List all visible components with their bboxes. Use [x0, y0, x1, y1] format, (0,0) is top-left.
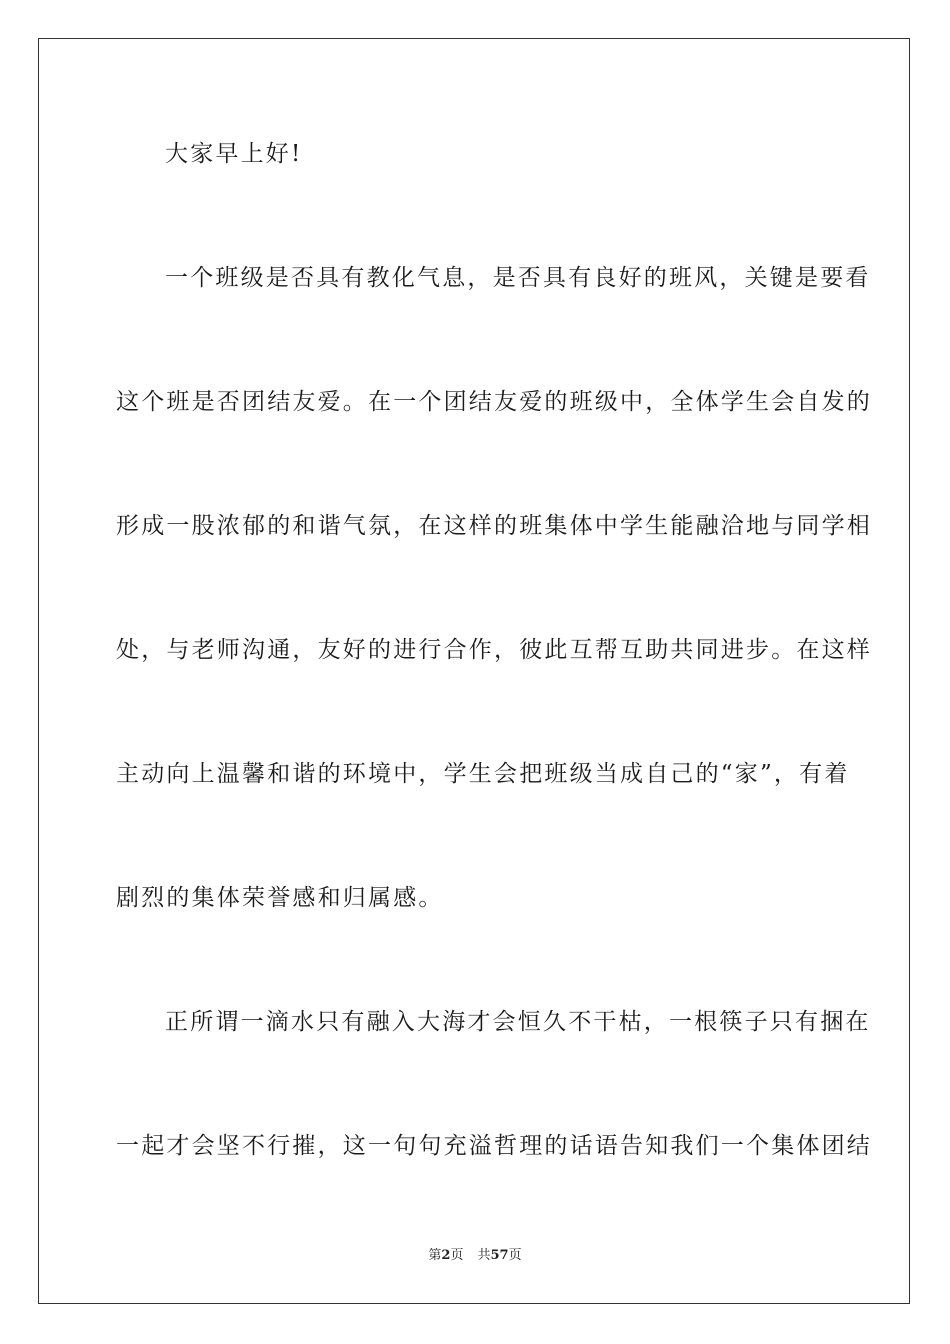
- paragraph-line: 一个班级是否具有教化气息，是否具有良好的班风，关键是要看: [165, 265, 871, 291]
- total-pages: 57: [490, 1248, 509, 1263]
- paragraph-line: 剧烈的集体荣誉感和归属感。: [116, 885, 444, 911]
- paragraph-line: 形成一股浓郁的和谐气氛，在这样的班集体中学生能融洽地与同学相: [116, 513, 872, 539]
- page-prefix: 第: [428, 1248, 442, 1263]
- greeting-line: 大家早上好!: [165, 141, 303, 167]
- page-footer: [0, 1247, 950, 1265]
- total-prefix: 共: [477, 1248, 491, 1263]
- paragraph-line: 这个班是否团结友爱。在一个团结友爱的班级中，全体学生会自发的: [116, 389, 872, 415]
- paragraph-line: 主动向上温馨和谐的环境中，学生会把班级当成自己的“家”，有着: [116, 761, 850, 787]
- paragraph-line: 正所谓一滴水只有融入大海才会恒久不干枯，一根筷子只有捆在: [165, 1009, 871, 1035]
- page-border: [38, 38, 910, 1304]
- total-suffix: 页: [508, 1248, 522, 1263]
- paragraph-line: 处，与老师沟通，友好的进行合作，彼此互帮互助共同进步。在这样: [116, 637, 872, 663]
- page-number: 2: [441, 1248, 451, 1263]
- page-suffix: 页: [450, 1248, 464, 1263]
- paragraph-line: 一起才会坚不行摧，这一句句充溢哲理的话语告知我们一个集体团结: [116, 1133, 872, 1159]
